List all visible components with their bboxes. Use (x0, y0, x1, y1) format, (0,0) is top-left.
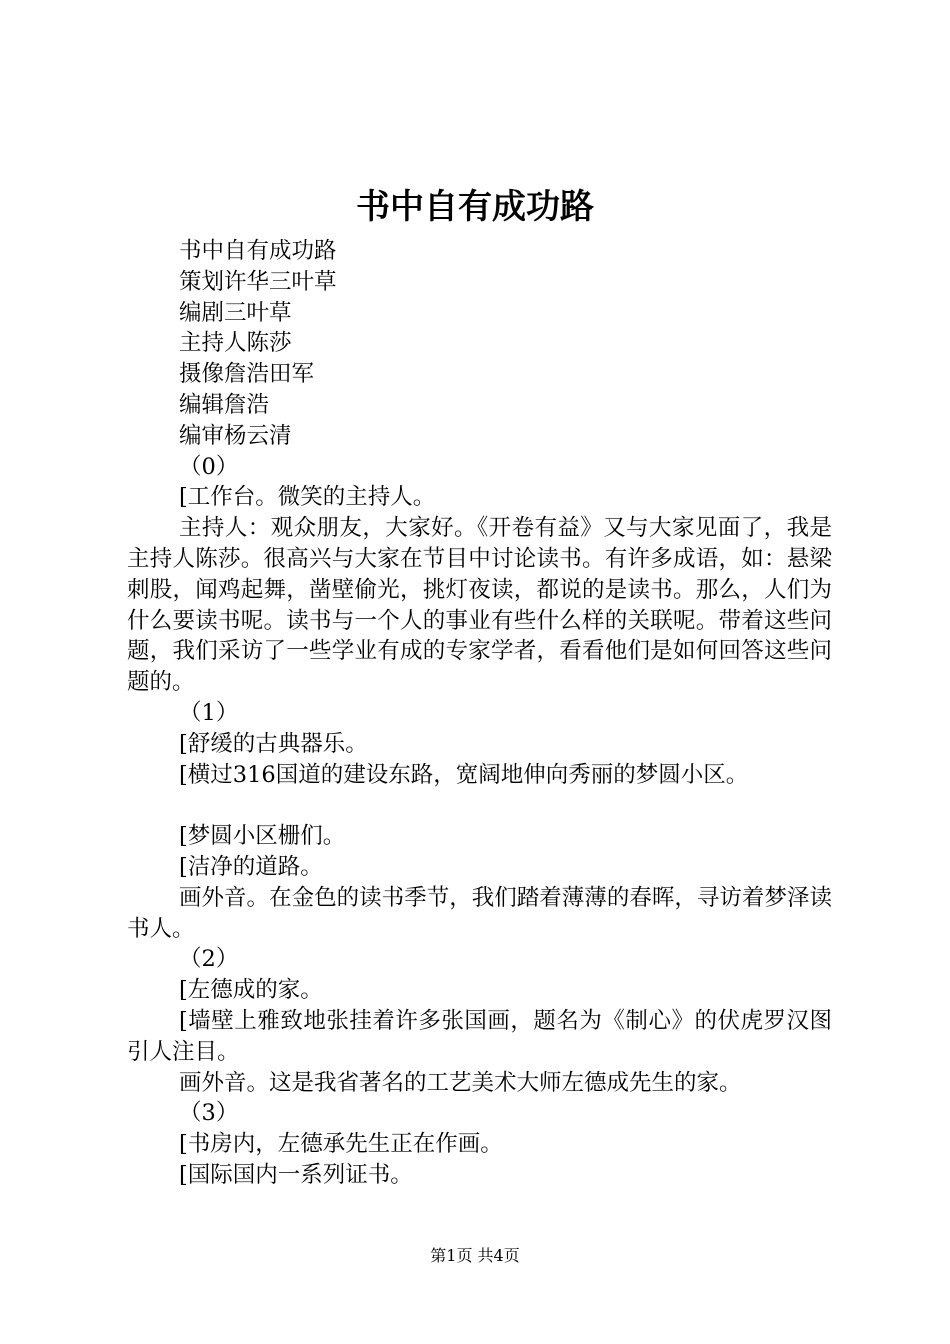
paragraph: （3） (179, 1100, 239, 1127)
paragraph: 编辑詹浩 (179, 391, 270, 418)
paragraph: [左德成的家。 (179, 977, 323, 1004)
paragraph: 主持人：观众朋友，大家好。《开卷有益》又与大家见面了，我是主持人陈莎。很高兴与大家在节目中讨论读书。有许多成语，如：悬梁刺股，闻鸡起舞，凿壁偷光，挑灯夜读，都说的是读书。那么，人们为什么要读书呢。读书与一个人的事业有些什么样的关联呢。带着这些问题，我们采访了一些学业有成的专家学者，看看他们是如何回答这些问题的。 (127, 515, 832, 696)
paragraph: 摄像詹浩田军 (179, 361, 315, 388)
paragraph: [横过316国道的建设东路，宽阔地伸向秀丽的梦圆小区。 (179, 761, 749, 788)
document-title: 书中自有成功路 (356, 187, 594, 227)
paragraph: [墙壁上雅致地张挂着许多张国画，题名为《制心》的伏虎罗汉图引人注目。 (127, 1007, 832, 1065)
paragraph: 画外音。在金色的读书季节，我们踏着薄薄的春晖，寻访着梦泽读书人。 (127, 884, 832, 942)
paragraph: [舒缓的古典器乐。 (179, 730, 368, 757)
paragraph: [洁净的道路。 (179, 853, 323, 880)
blank-paragraph (127, 790, 832, 821)
paragraph: 策划许华三叶草 (179, 268, 337, 295)
paragraph: [梦圆小区栅们。 (179, 823, 346, 850)
paragraph: 编剧三叶草 (179, 299, 292, 326)
paragraph: 画外音。这是我省著名的工艺美术大师左德成先生的家。 (179, 1069, 742, 1096)
paragraph: （1） (179, 699, 239, 726)
document-body (127, 236, 832, 1191)
paragraph: 书中自有成功路 (179, 238, 337, 264)
paragraph: 编审杨云清 (179, 422, 292, 449)
page-footer: 第1页 共4页 (430, 1246, 520, 1265)
paragraph: （2） (179, 946, 239, 973)
paragraph: 主持人陈莎 (179, 330, 292, 357)
paragraph: （0） (179, 453, 239, 480)
paragraph: [工作台。微笑的主持人。 (179, 484, 436, 511)
paragraph: [国际国内一系列证书。 (179, 1161, 413, 1188)
paragraph: [书房内，左德承先生正在作画。 (179, 1131, 503, 1158)
